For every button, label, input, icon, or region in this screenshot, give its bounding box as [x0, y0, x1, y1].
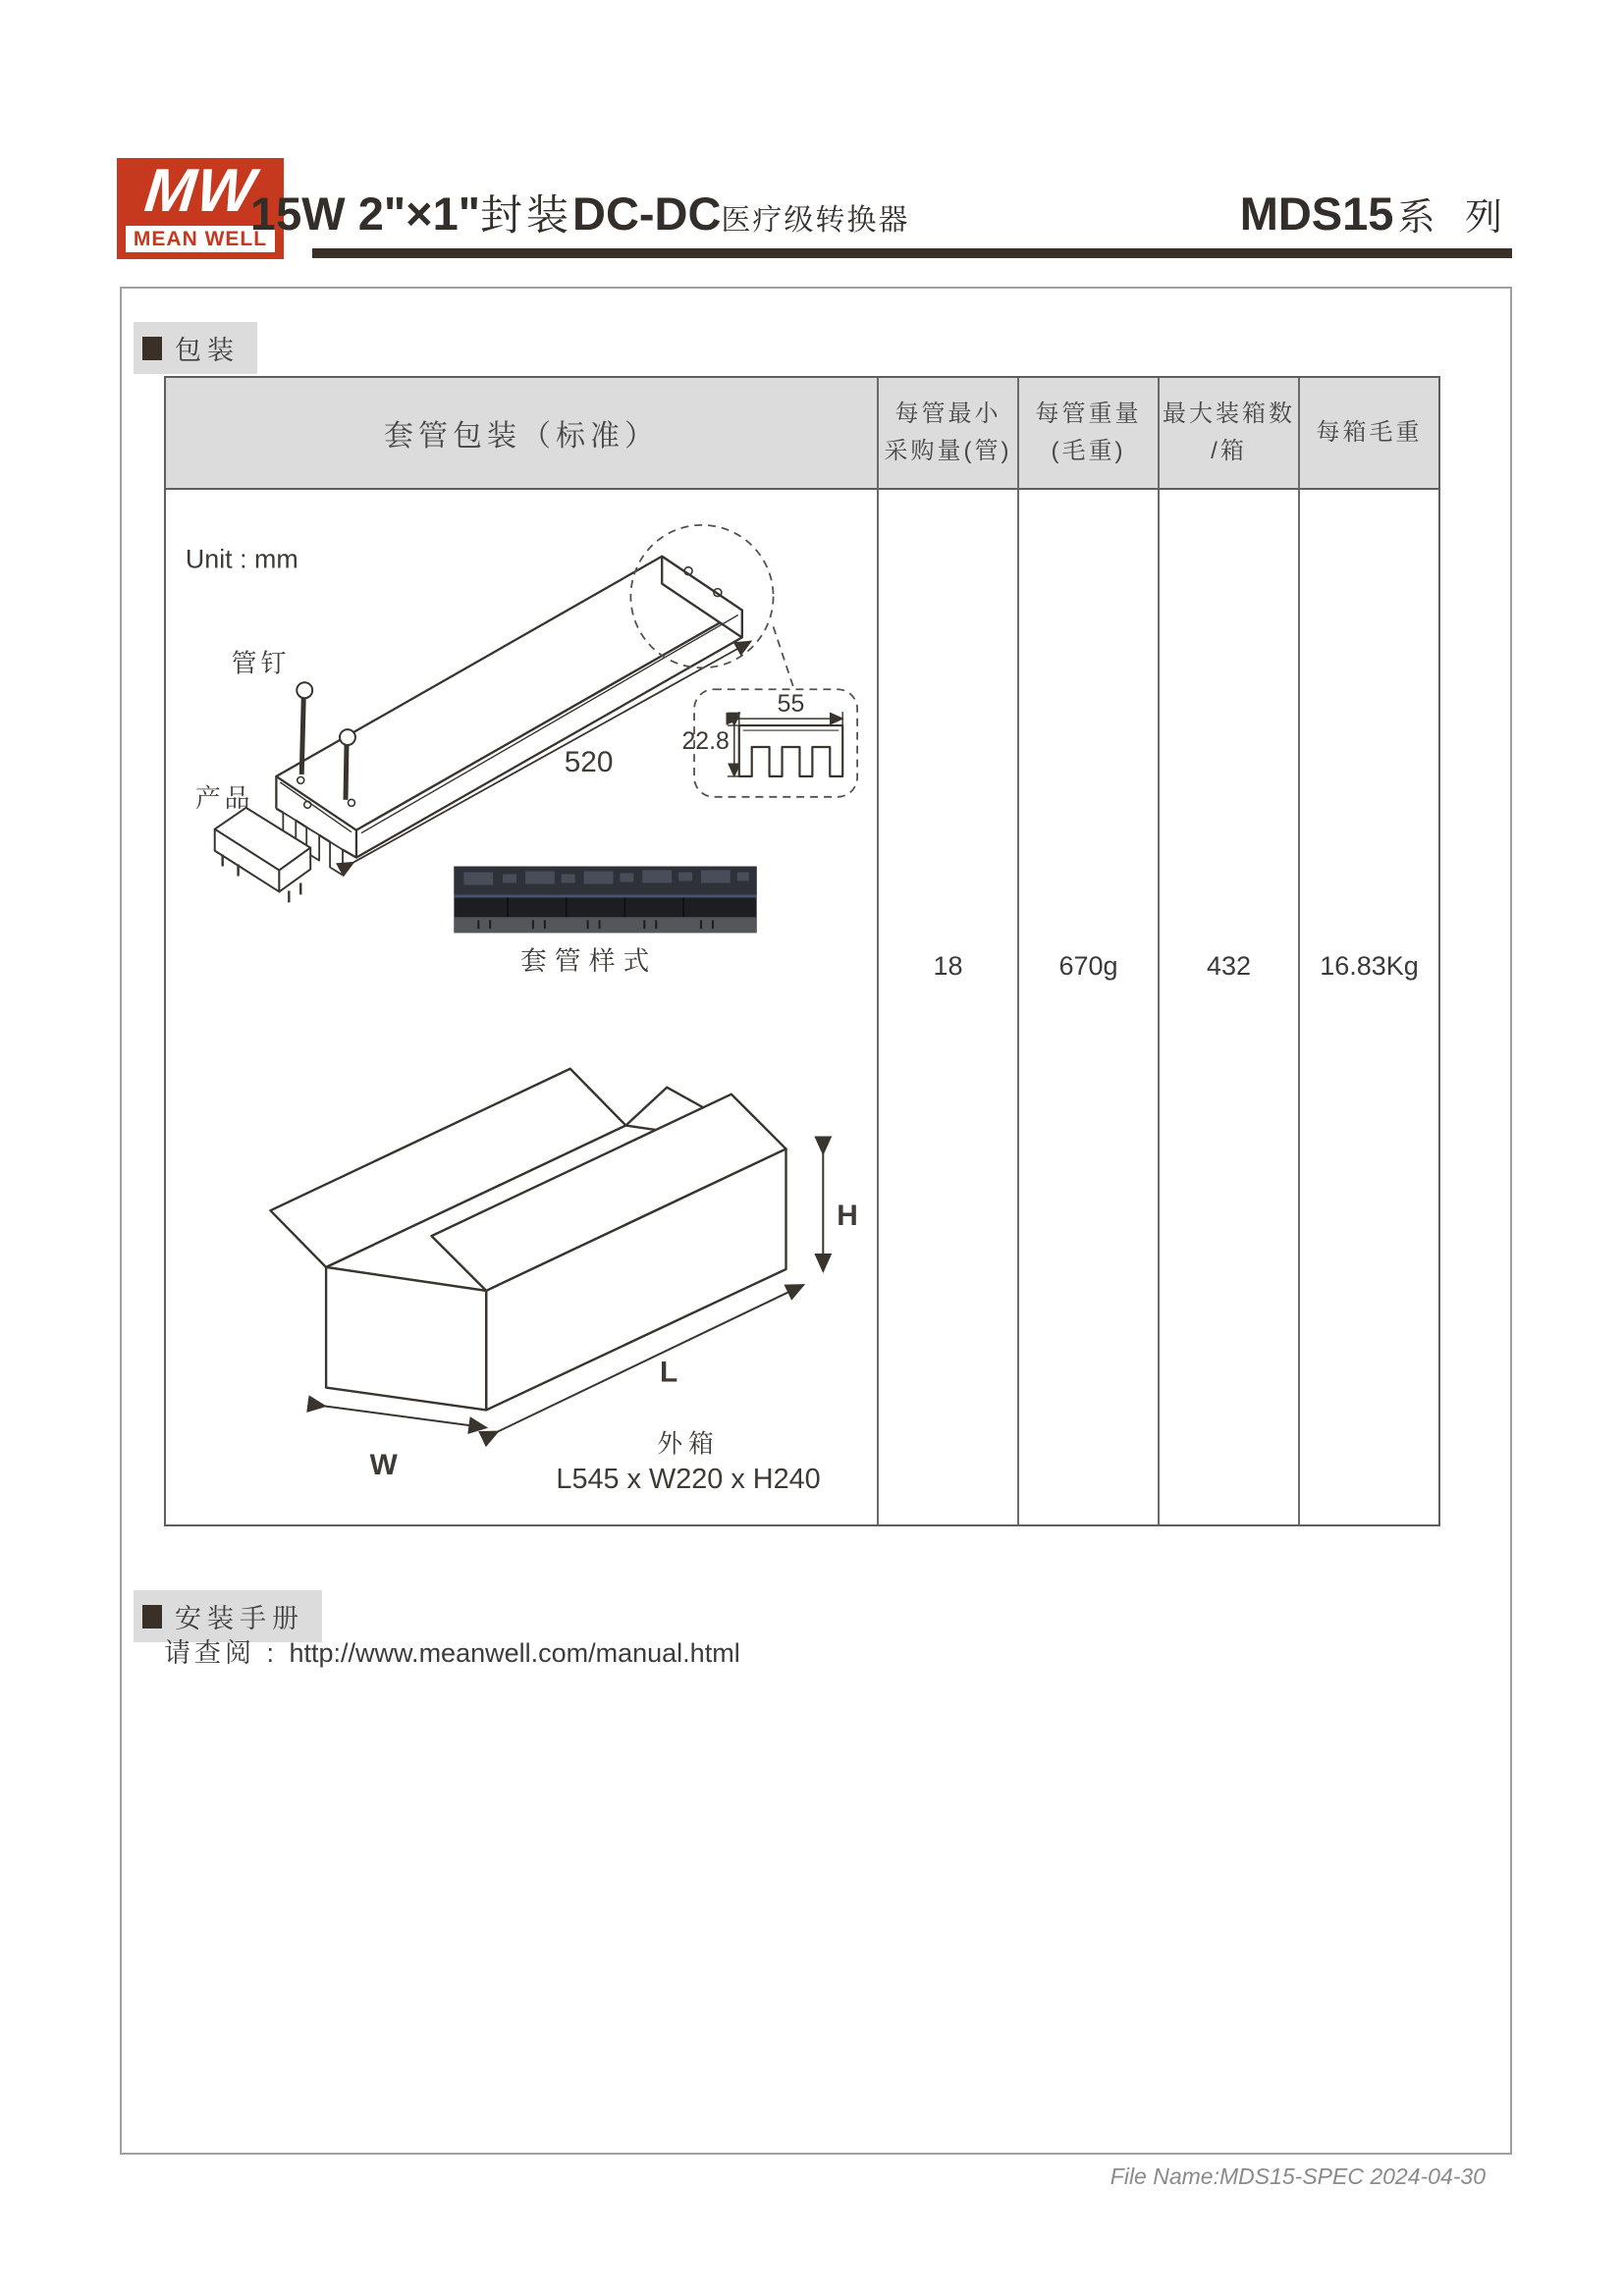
series-suffix: 系 列: [1397, 197, 1512, 239]
section-label-packaging: 包装: [175, 336, 240, 365]
logo-monogram: MW: [141, 157, 259, 225]
manual-reference-line: [164, 1631, 740, 1670]
pin-label: 管钉: [231, 650, 291, 678]
section-bullet-icon: [142, 1605, 162, 1629]
table-header-tube-weight: 每管重量 (毛重): [1019, 378, 1160, 490]
packaging-drawing: [166, 490, 877, 1524]
series-title: [1240, 187, 1512, 240]
carton-caption: 外箱: [657, 1430, 720, 1459]
table-cell-carton-weight: 16.83Kg: [1300, 490, 1438, 1524]
table-header-main: 套管包装（标准）: [166, 378, 879, 490]
file-info: File Name:MDS15-SPEC 2024-04-30: [1110, 2163, 1486, 2189]
title-wattage: 15W 2"×1": [250, 187, 480, 240]
series-model: MDS15: [1239, 187, 1394, 240]
header-rule-bar: [312, 248, 1512, 258]
title-package-cjk: 封装: [480, 192, 572, 240]
tube-drawing: [276, 557, 741, 876]
carton-length-label: L: [660, 1356, 678, 1389]
table-cell-min-order: 18: [879, 490, 1019, 1524]
section-height-dim: 22.8: [681, 726, 730, 756]
title-subtitle: 医疗级转换器: [721, 204, 910, 237]
logo-brand-text: MEAN WELL: [133, 227, 268, 250]
cross-section-panel: [681, 689, 857, 797]
product-label: 产品: [194, 784, 254, 813]
table-header-max-carton: 最大装箱数 /箱: [1160, 378, 1300, 490]
section-header-packaging: [134, 322, 257, 374]
manual-url[interactable]: http://www.meanwell.com/manual.html: [289, 1638, 740, 1668]
carton-width-arrow: [325, 1406, 486, 1427]
table-cell-drawing: [166, 490, 879, 1524]
page-title: [250, 183, 909, 242]
tube-length-dim: 520: [564, 745, 614, 778]
table-header-min-order: 每管最小 采购量(管): [879, 378, 1019, 490]
section-width-dim: 55: [777, 690, 805, 719]
section-bullet-icon: [142, 337, 162, 360]
unit-note: Unit : mm: [185, 544, 298, 574]
manual-prefix: 请查阅 :: [164, 1638, 290, 1668]
carton-width-label: W: [369, 1449, 398, 1482]
title-type: DC-DC: [572, 187, 722, 240]
section-label-manual: 安装手册: [175, 1604, 304, 1633]
packaging-table: [164, 376, 1440, 1526]
tube-photo: [454, 867, 756, 934]
detail-leader-line: [774, 626, 794, 688]
carton-dims: L545 x W220 x H240: [556, 1464, 821, 1496]
content-border-box: [120, 287, 1512, 2155]
table-header-carton-weight: 每箱毛重: [1300, 378, 1438, 490]
carton-height-label: H: [837, 1200, 858, 1233]
photo-caption: 套管样式: [520, 946, 658, 977]
table-cell-max-carton: 432: [1160, 490, 1300, 1524]
carton-drawing: [270, 1069, 785, 1411]
table-cell-tube-weight: 670g: [1019, 490, 1160, 1524]
